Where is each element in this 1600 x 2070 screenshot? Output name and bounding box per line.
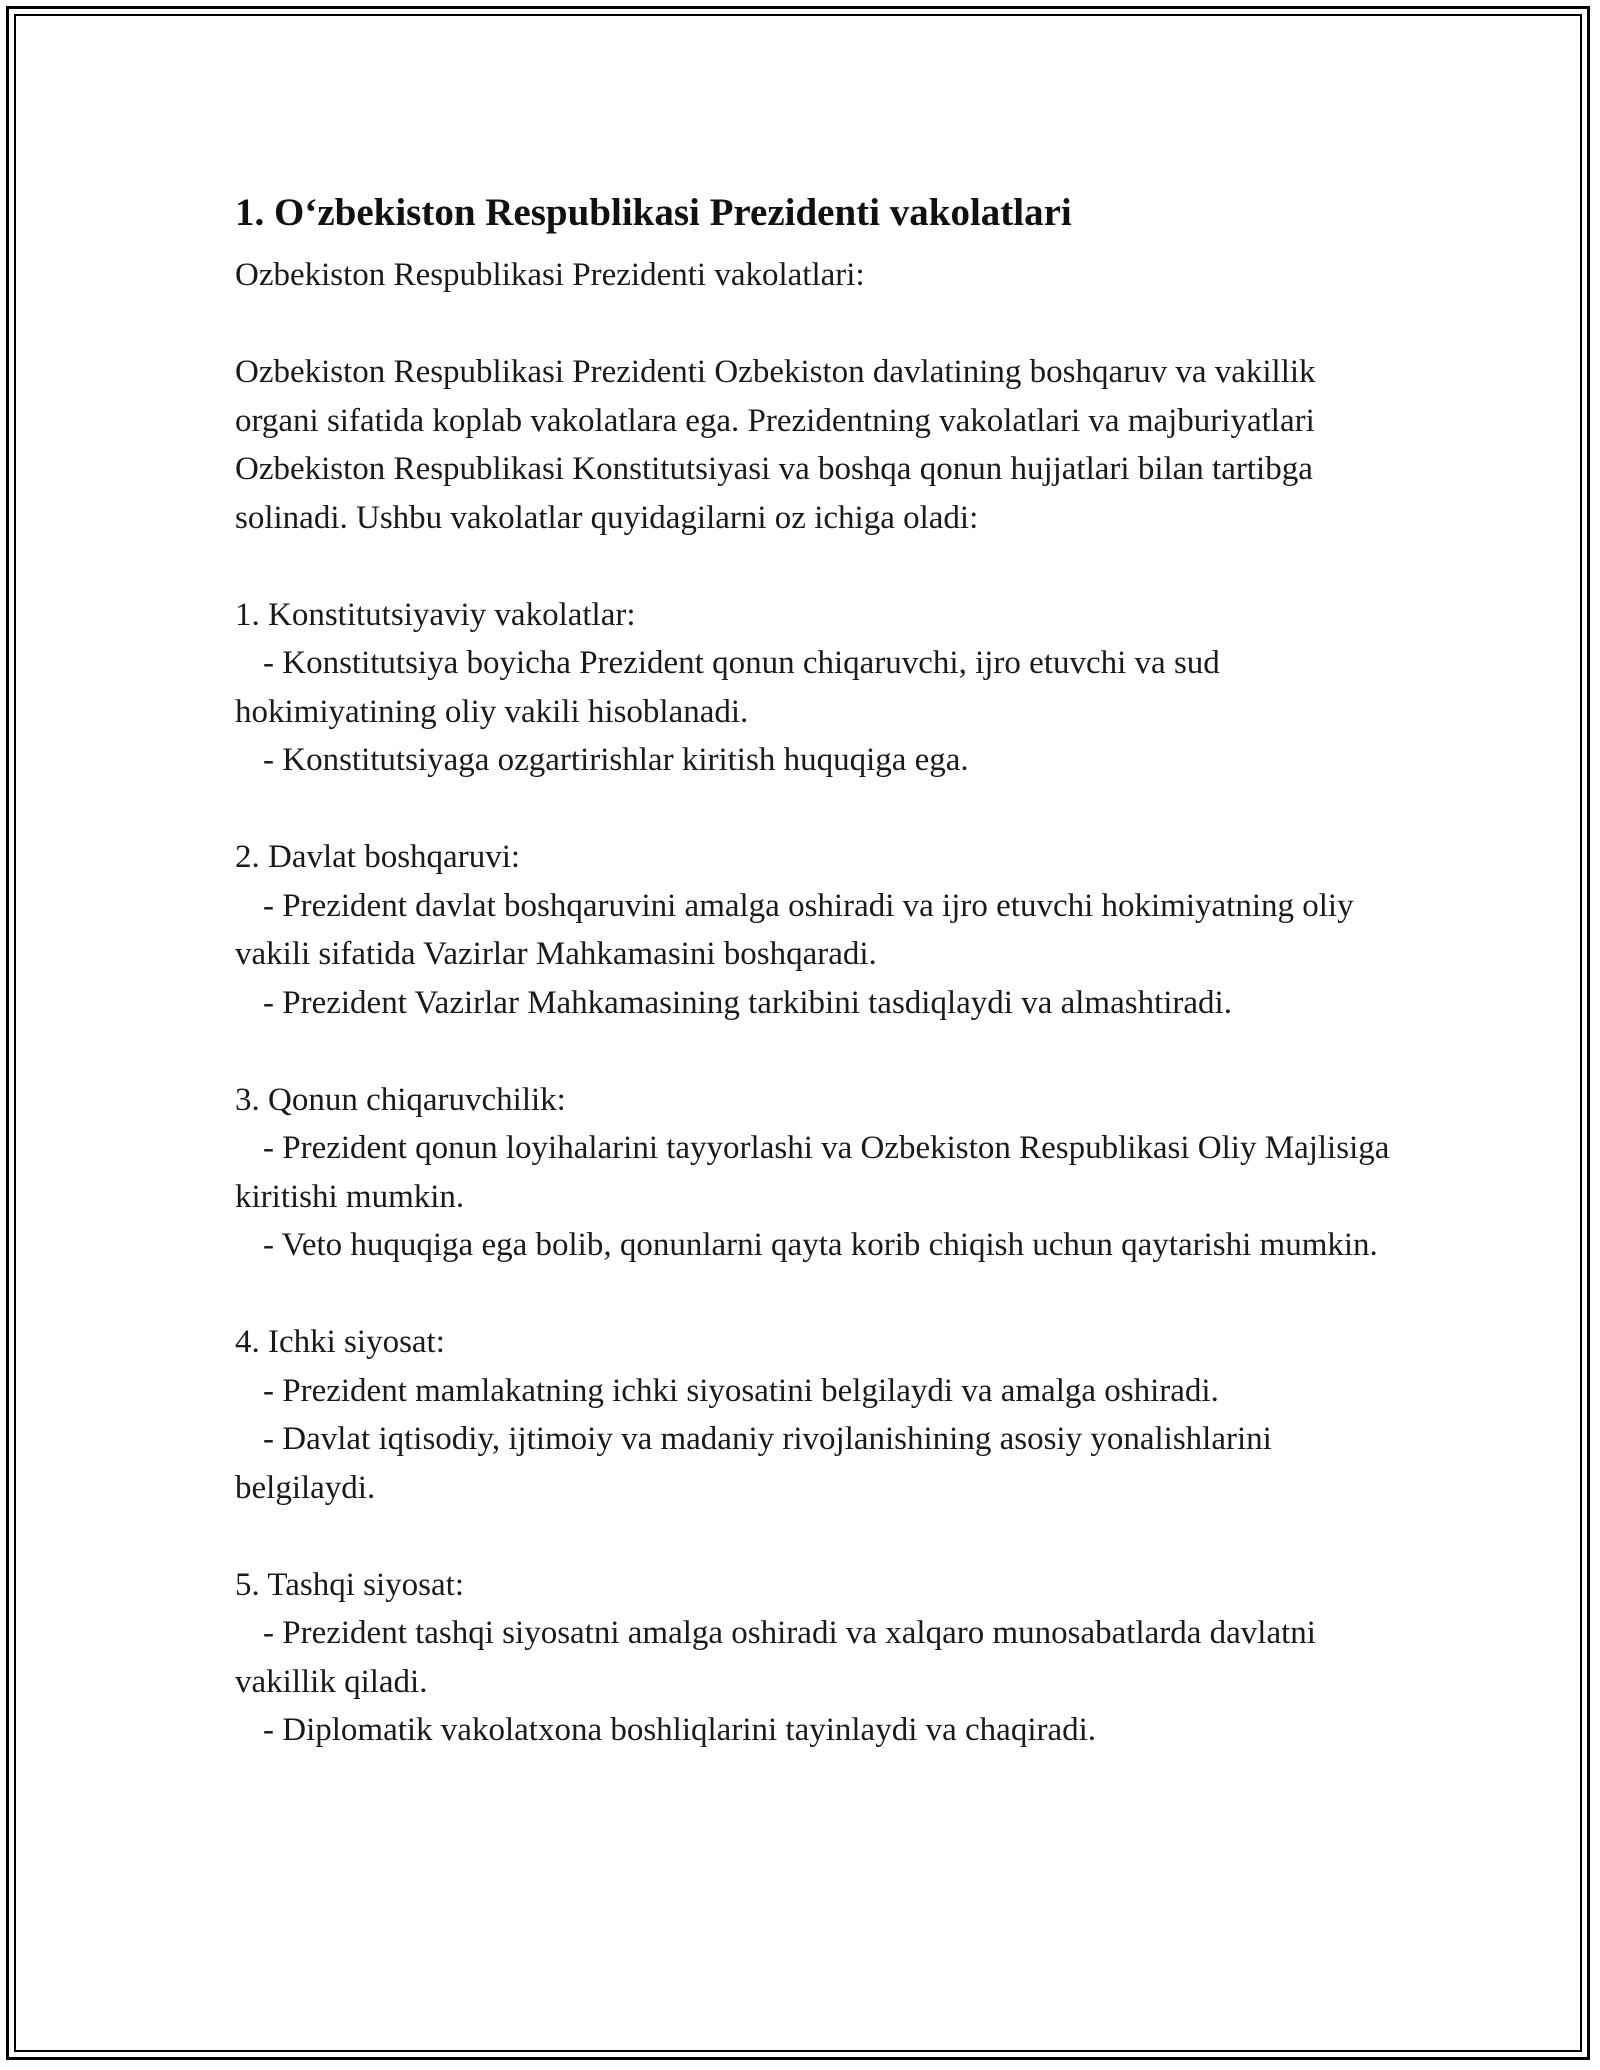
spacer (235, 1512, 1405, 1561)
list-item-text: - Konstitutsiyaga ozgartirishlar kiritish huquqiga ega. (263, 742, 969, 778)
list-item-text: - Prezident tashqi siyosatni amalga oshiradi va xalqaro munosabatlarda davlatni vakillik qiladi. (235, 1615, 1325, 1700)
list-item (235, 1124, 1405, 1221)
document-title: 1. Oʻzbekiston Respublikasi Prezidenti vakolatlari (235, 191, 1072, 234)
section-legislation (235, 1076, 1405, 1270)
list-item (235, 1706, 1405, 1755)
list-item (235, 1367, 1405, 1416)
list-item-text: - Prezident Vazirlar Mahkamasining tarkibini tasdiqlaydi va almashtiradi. (263, 984, 1232, 1021)
list-item-text: - Prezident qonun loyihalarini tayyorlashi va Ozbekiston Respublikasi Oliy Majlisiga kiritishi mumkin. (235, 1130, 1398, 1215)
list-item (235, 1609, 1405, 1706)
spacer (235, 542, 1405, 591)
section-heading: 3. Qonun chiqaruvchilik: (235, 1081, 566, 1118)
section-heading: 5. Tashqi siyosat: (235, 1566, 465, 1603)
list-item (235, 736, 1405, 785)
list-item-text: - Diplomatik vakolatxona boshliqlarini tayinlaydi va chaqiradi. (263, 1712, 1097, 1748)
spacer (235, 1027, 1405, 1076)
section-domestic-policy (235, 1318, 1405, 1512)
section-foreign-policy (235, 1561, 1405, 1755)
list-item-text: - Konstitutsiya boyicha Prezident qonun chiqaruvchi, ijro etuvchi va sud hokimiyatining oliy vakili hisoblanadi. (235, 645, 1229, 730)
spacer (235, 785, 1405, 834)
list-item (235, 979, 1405, 1028)
list-item (235, 882, 1405, 979)
list-item-text: - Prezident mamlakatning ichki siyosatini belgilaydi va amalga oshiradi. (263, 1372, 1219, 1409)
list-item (235, 639, 1405, 736)
list-item-text: - Veto huquqiga ega bolib, qonunlarni qayta korib chiqish uchun qaytarishi mumkin. (263, 1227, 1378, 1263)
spacer (235, 1270, 1405, 1319)
intro-paragraph: Ozbekiston Respublikasi Prezidenti Ozbekiston davlatining boshqaruv va vakillik organi sifatida koplab vakolatlara ega. Prezidentning vakolatlari va majburiyatlari Ozbekiston Respublikasi Konstitutsiyasi va boshqa qonun hujjatlari bilan tartibga solinadi. Ushbu vakolatlar quyidagilarni oz ichiga oladi: (235, 354, 1324, 536)
list-item (235, 1221, 1405, 1270)
section-constitutional (235, 591, 1405, 785)
spacer (235, 300, 1405, 349)
intro-line: Ozbekiston Respublikasi Prezidenti vakolatlari: (235, 257, 865, 293)
section-heading: 2. Davlat boshqaruvi: (235, 839, 521, 875)
section-heading: 1. Konstitutsiyaviy vakolatlar: (235, 596, 636, 633)
document-page (235, 185, 1405, 1755)
list-item-text: - Prezident davlat boshqaruvini amalga oshiradi va ijro etuvchi hokimiyatning oliy vakili sifatida Vazirlar Mahkamasini boshqaradi. (235, 887, 1362, 972)
section-state-governance (235, 833, 1405, 1027)
list-item (235, 1415, 1405, 1512)
list-item-text: - Davlat iqtisodiy, ijtimoiy va madaniy rivojlanishining asosiy yonalishlarini belgilaydi. (235, 1421, 1281, 1506)
section-heading: 4. Ichki siyosat: (235, 1324, 445, 1360)
